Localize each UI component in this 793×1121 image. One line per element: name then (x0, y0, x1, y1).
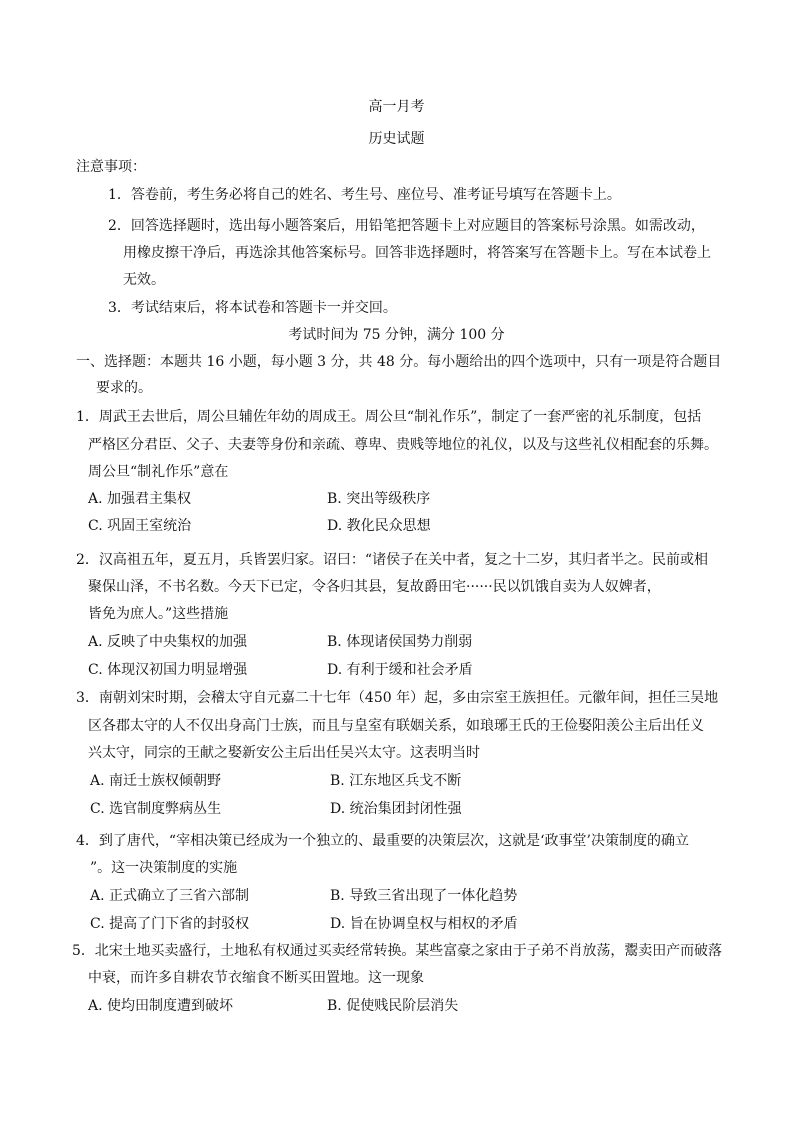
section-heading: 一、选择题：本题共 16 小题，每小题 3 分，共 48 分。每小题给出的四个选项中，只有一项是符合题目 (76, 354, 722, 370)
question-text: 中衰，而许多自耕农节衣缩食不断买田置地。这一现象 (88, 970, 424, 986)
option-d: D. 有利于缓和社会矛盾 (327, 662, 473, 678)
option-b: B. 江东地区兵戈不断 (330, 773, 462, 789)
notice-item: 用橡皮擦干净后，再选涂其他答案标号。回答非选择题时，将答案写在答题卡上。写在本试卷上 (123, 245, 711, 261)
option-d: D. 旨在协调皇权与相权的矛盾 (330, 916, 518, 932)
exam-time: 考试时间为 75 分钟，满分 100 分 (288, 327, 505, 343)
question-text: 区各郡太守的人不仅出身高门士族，而且与皇室有联姻关系，如琅琊王氏的王俭娶阳羡公主后出任义 (88, 718, 704, 734)
option-a: A. 反映了中央集权的加强 (88, 634, 248, 650)
question-text: ”。这一决策制度的实施 (90, 860, 238, 876)
question-text: 5．北宋土地买卖盛行，土地私有权通过买卖经常转换。某些富豪之家由于子弟不肖放荡，鬻卖田产而破落 (72, 943, 722, 959)
option-a: A. 正式确立了三省六部制 (90, 888, 250, 904)
question-text: 1．周武王去世后，周公旦辅佐年幼的周成王。周公旦“制礼作乐”，制定了一套严密的礼乐制度，包括 (76, 409, 702, 425)
notice-item: 3．考试结束后，将本试卷和答题卡一并交回。 (108, 300, 397, 316)
option-d: D. 教化民众思想 (327, 518, 431, 534)
question-text: 聚保山泽，不书名数。今天下已定，令各归其县，复故爵田宅······民以饥饿自卖为人奴婢者， (88, 579, 661, 595)
option-b: B. 体现诸侯国势力削弱 (327, 634, 473, 650)
question-text: 严格区分君臣、父子、夫妻等身份和亲疏、尊卑、贵贱等地位的礼仪，以及与这些礼仪相配套的乐舞。 (88, 437, 718, 453)
option-a: A. 加强君主集权 (88, 491, 192, 507)
question-text: 3．南朝刘宋时期，会稽太守自元嘉二十七年（450 年）起，多由宗室王族担任。元徽年间，担任三吴地 (76, 690, 719, 706)
section-heading-cont: 要求的。 (96, 380, 152, 396)
option-b: B. 突出等级秩序 (327, 491, 431, 507)
page-subtitle: 历史试题 (368, 131, 425, 147)
option-c: C. 选官制度弊病丛生 (90, 801, 222, 817)
notice-item: 1．答卷前，考生务必将自己的姓名、考生号、座位号、准考证号填写在答题卡上。 (108, 187, 621, 203)
notice-item: 无效。 (123, 272, 165, 288)
option-c: C. 巩固王室统治 (88, 518, 192, 534)
question-text: 2．汉高祖五年，夏五月，兵皆罢归家。诏曰：“诸侯子在关中者，复之十二岁，其归者半之。民前或相 (76, 552, 709, 568)
option-a: A. 使均田制度遭到破坏 (88, 998, 234, 1014)
notice-heading: 注意事项： (76, 159, 146, 175)
question-text: 兴太守，同宗的王献之娶新安公主后出任吴兴太守。这表明当时 (88, 745, 480, 761)
option-b: B. 导致三省出现了一体化趋势 (330, 888, 518, 904)
option-c: C. 体现汉初国力明显增强 (88, 662, 248, 678)
question-text: 4．到了唐代，“宰相决策已经成为一个独立的、最重要的决策层次，这就是‘政事堂’决策制度的确立 (76, 833, 689, 849)
option-b: B. 促使贱民阶层消失 (327, 998, 459, 1014)
option-d: D. 统治集团封闭性强 (330, 801, 462, 817)
question-text: 皆免为庶人。”这些措施 (88, 606, 229, 622)
question-text: 周公旦“制礼作乐”意在 (88, 464, 229, 480)
option-c: C. 提高了门下省的封驳权 (90, 916, 250, 932)
option-a: A. 南迁士族权倾朝野 (90, 773, 222, 789)
notice-item: 2．回答选择题时，选出每小题答案后，用铅笔把答题卡上对应题目的答案标号涂黑。如需改动， (108, 218, 705, 234)
page-title: 高一月考 (368, 99, 425, 115)
